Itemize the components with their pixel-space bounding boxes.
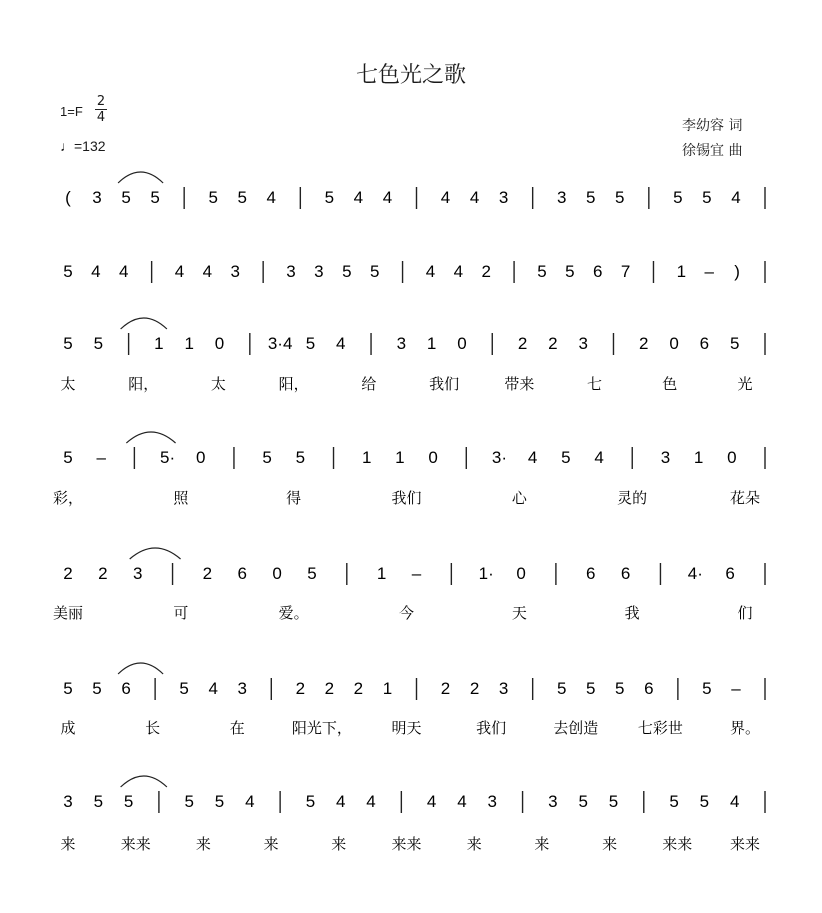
lyric-syllable: 来 <box>60 835 76 853</box>
note-glyph: 2 <box>440 679 451 698</box>
note-glyph: 4 <box>469 188 480 207</box>
lyric-syllable: 明天 <box>391 719 422 737</box>
note-glyph: 5 <box>63 334 73 353</box>
note-glyph: 5 <box>586 679 596 698</box>
note-glyph: 5 <box>208 188 218 207</box>
note-glyph: 5 <box>699 792 710 811</box>
lyric-syllable: 在 <box>229 719 245 737</box>
lyric-syllable: 来 <box>263 835 279 853</box>
note-glyph: 4 <box>119 262 129 281</box>
lyric-syllable: 我们 <box>429 375 460 393</box>
note-glyph: 2 <box>295 679 306 698</box>
note-glyph: 0 <box>669 334 679 353</box>
note-glyph: 4 <box>202 262 213 281</box>
note-glyph: 2 <box>353 679 364 698</box>
note-glyph: 5 <box>578 792 588 811</box>
note-glyph: 3 <box>548 792 558 811</box>
note-glyph: 3 <box>396 334 407 353</box>
note-glyph: 1 <box>382 679 393 698</box>
note-glyph: 4 <box>382 188 393 207</box>
note-glyph: 5 <box>729 334 740 353</box>
note-glyph: 0 <box>272 564 282 583</box>
lyric-syllable: 去创造 <box>553 719 599 737</box>
note-glyph: 6 <box>121 679 131 698</box>
lyric-syllable: 带来 <box>504 375 535 393</box>
note-glyph: 3 <box>498 188 509 207</box>
note-glyph: 4 <box>457 792 467 811</box>
note-glyph: 3 <box>578 334 588 353</box>
note-glyph: 5 <box>92 679 102 698</box>
lyric-syllable: 来 <box>534 835 550 853</box>
note-glyph: 5 <box>150 188 160 207</box>
lyric-syllable: 来来 <box>729 835 761 853</box>
note-glyph: 4· <box>687 564 703 583</box>
lyric-syllable: 天 <box>511 604 527 622</box>
note-glyph: 4 <box>91 262 101 281</box>
lyric-syllable: 我们 <box>391 489 422 507</box>
lyric-syllable: 阳， <box>278 375 309 393</box>
slur-arc <box>121 318 167 329</box>
note-glyph: 5 <box>673 188 683 207</box>
note-glyph: 5 <box>63 448 73 467</box>
note-glyph: 6 <box>586 564 596 583</box>
note-glyph: 3 <box>132 564 143 583</box>
note-glyph: 1 <box>154 334 164 353</box>
note-glyph: 4 <box>594 448 604 467</box>
note-glyph: 5 <box>702 679 712 698</box>
note-glyph: 5 <box>608 792 619 811</box>
note-glyph: 4 <box>731 188 741 207</box>
note-glyph: 5 <box>305 334 316 353</box>
note-glyph: 5 <box>561 448 571 467</box>
note-glyph: 4 <box>336 334 346 353</box>
note-glyph: 3 <box>63 792 73 811</box>
lyricist-credit: 李幼容 词 <box>682 118 743 134</box>
note-glyph: 4 <box>174 262 185 281</box>
note-glyph: 2 <box>324 679 335 698</box>
note-glyph: 0 <box>727 448 737 467</box>
lyric-syllable: 七彩世 <box>637 719 683 737</box>
lyric-syllable: 花朵 <box>729 489 761 507</box>
slur-arc <box>121 776 167 787</box>
lyric-syllable: 彩， <box>52 489 84 507</box>
note-glyph: 5 <box>262 448 272 467</box>
lyric-syllable: 爱。 <box>278 604 309 622</box>
note-glyph: 4 <box>245 792 255 811</box>
note-glyph: 0 <box>457 334 467 353</box>
composer-credit: 徐锡宜 曲 <box>682 143 743 159</box>
note-glyph: 3 <box>92 188 102 207</box>
lyric-syllable: 来 <box>331 835 347 853</box>
lyric-syllable: 来来 <box>120 835 151 853</box>
note-glyph: 2 <box>98 564 108 583</box>
note-glyph: – <box>96 448 106 467</box>
note-glyph: 5 <box>615 188 625 207</box>
slur-arc <box>118 172 163 183</box>
note-glyph: 1 <box>184 334 194 353</box>
note-glyph: 5 <box>93 792 104 811</box>
lyric-syllable: 们 <box>737 604 753 622</box>
note-glyph: 5 <box>307 564 317 583</box>
note-glyph: 6 <box>620 564 631 583</box>
note-glyph: 5 <box>295 448 306 467</box>
note-glyph: 5 <box>63 262 73 281</box>
lyric-syllable: 光 <box>737 375 753 393</box>
note-glyph: 5 <box>669 792 679 811</box>
lyric-syllable: 照 <box>173 489 189 507</box>
note-glyph: 6 <box>237 564 247 583</box>
slur-arc <box>130 548 181 559</box>
note-glyph: 3 <box>660 448 671 467</box>
note-glyph: 0 <box>196 448 206 467</box>
note-glyph: 3 <box>498 679 509 698</box>
note-glyph: 1· <box>478 564 494 583</box>
note-glyph: 2 <box>469 679 480 698</box>
note-glyph: 6 <box>592 262 603 281</box>
lyric-syllable: 来 <box>195 835 211 853</box>
lyric-syllable: 我 <box>624 604 640 622</box>
lyric-syllable: 阳， <box>128 375 159 393</box>
note-glyph: 3· <box>491 448 508 467</box>
note-glyph: 5 <box>184 792 194 811</box>
lyric-syllable: 给 <box>361 375 377 393</box>
song-title: 七色光之歌 <box>355 63 466 88</box>
note-glyph: 3 <box>286 262 296 281</box>
note-glyph: 5 <box>586 188 596 207</box>
note-glyph: 3 <box>487 792 497 811</box>
note-glyph: 4 <box>425 262 436 281</box>
lyric-syllable: 今 <box>398 604 415 622</box>
lyric-syllable: 我们 <box>476 719 507 737</box>
note-glyph: – <box>411 564 422 583</box>
note-glyph: 5 <box>93 334 104 353</box>
lyric-syllable: 来 <box>602 835 618 853</box>
note-glyph: 7 <box>620 262 631 281</box>
lyric-syllable: 得 <box>286 489 302 507</box>
note-glyph: 5 <box>615 679 625 698</box>
slur-arc <box>118 663 163 674</box>
lyric-syllable: 美丽 <box>52 604 84 622</box>
note-glyph: 5 <box>324 188 335 207</box>
note-glyph: 3 <box>237 679 247 698</box>
note-glyph: 6 <box>699 334 710 353</box>
note-glyph: 0 <box>428 448 438 467</box>
lyric-syllable: 阳光下， <box>291 719 352 737</box>
note-glyph: 5 <box>121 188 131 207</box>
note-glyph: 5 <box>565 262 575 281</box>
note-glyph: 3·4 <box>267 334 293 353</box>
note-glyph: 3 <box>556 188 567 207</box>
note-glyph: 5 <box>214 792 225 811</box>
note-glyph: 1 <box>376 564 387 583</box>
note-glyph: – <box>731 679 741 698</box>
note-glyph: ( <box>65 188 71 207</box>
note-glyph: 5 <box>369 262 380 281</box>
note-glyph: 3 <box>314 262 324 281</box>
note-glyph: – <box>704 262 714 281</box>
key-signature: 1=F <box>60 104 83 119</box>
note-glyph: 5 <box>63 679 73 698</box>
note-glyph: 5 <box>305 792 316 811</box>
time-signature-bottom: 4 <box>96 110 106 125</box>
note-glyph: 0 <box>214 334 225 353</box>
note-glyph: 1 <box>426 334 437 353</box>
note-glyph: 5 <box>702 188 712 207</box>
lyric-syllable: 太 <box>60 375 76 393</box>
note-glyph: 4 <box>366 792 376 811</box>
note-glyph: 4 <box>440 188 451 207</box>
note-glyph: 5· <box>160 448 176 467</box>
lyric-syllable: 可 <box>173 604 189 622</box>
lyric-syllable: 太 <box>210 375 226 393</box>
note-glyph: 4 <box>453 262 464 281</box>
lyric-syllable: 来来 <box>391 835 422 853</box>
note-glyph: 2 <box>481 262 491 281</box>
note-glyph: 3 <box>230 262 241 281</box>
note-glyph: 2 <box>639 334 649 353</box>
note-glyph: 5 <box>237 188 247 207</box>
note-glyph: 6 <box>644 679 654 698</box>
note-glyph: ) <box>734 262 740 281</box>
note-glyph: 5 <box>342 262 352 281</box>
lyric-syllable: 七 <box>587 375 603 393</box>
time-signature-top: 2 <box>96 94 106 109</box>
note-glyph: 1 <box>395 448 405 467</box>
note-glyph: 5 <box>123 792 134 811</box>
note-glyph: 5 <box>537 262 547 281</box>
lyric-syllable: 来来 <box>662 835 693 853</box>
quarter-note-icon: ♩ <box>60 138 74 154</box>
note-glyph: 2 <box>548 334 558 353</box>
note-glyph: 4 <box>266 188 277 207</box>
lyric-syllable: 界。 <box>729 719 761 737</box>
note-glyph: 1 <box>693 448 704 467</box>
note-glyph: 2 <box>63 564 73 583</box>
note-glyph: 4 <box>208 679 218 698</box>
note-glyph: 4 <box>527 448 538 467</box>
note-glyph: 2 <box>517 334 528 353</box>
lyric-syllable: 长 <box>145 719 161 737</box>
slur-arc <box>126 432 175 443</box>
note-glyph: 1 <box>676 262 687 281</box>
note-glyph: 4 <box>353 188 364 207</box>
lyric-syllable: 灵的 <box>617 489 648 507</box>
note-glyph: 4 <box>336 792 346 811</box>
lyric-syllable: 成 <box>60 719 76 737</box>
note-glyph: 4 <box>426 792 437 811</box>
note-glyph: 5 <box>556 679 567 698</box>
note-glyph: 6 <box>725 564 735 583</box>
lyric-syllable: 来 <box>466 835 482 853</box>
note-glyph: 5 <box>179 679 189 698</box>
note-glyph: 2 <box>202 564 213 583</box>
tempo-marking: ♩=132 <box>60 138 106 154</box>
note-glyph: 4 <box>729 792 740 811</box>
lyric-syllable: 色 <box>662 375 678 393</box>
lyric-syllable: 心 <box>511 489 527 507</box>
note-glyph: 1 <box>361 448 372 467</box>
note-glyph: 0 <box>516 564 526 583</box>
